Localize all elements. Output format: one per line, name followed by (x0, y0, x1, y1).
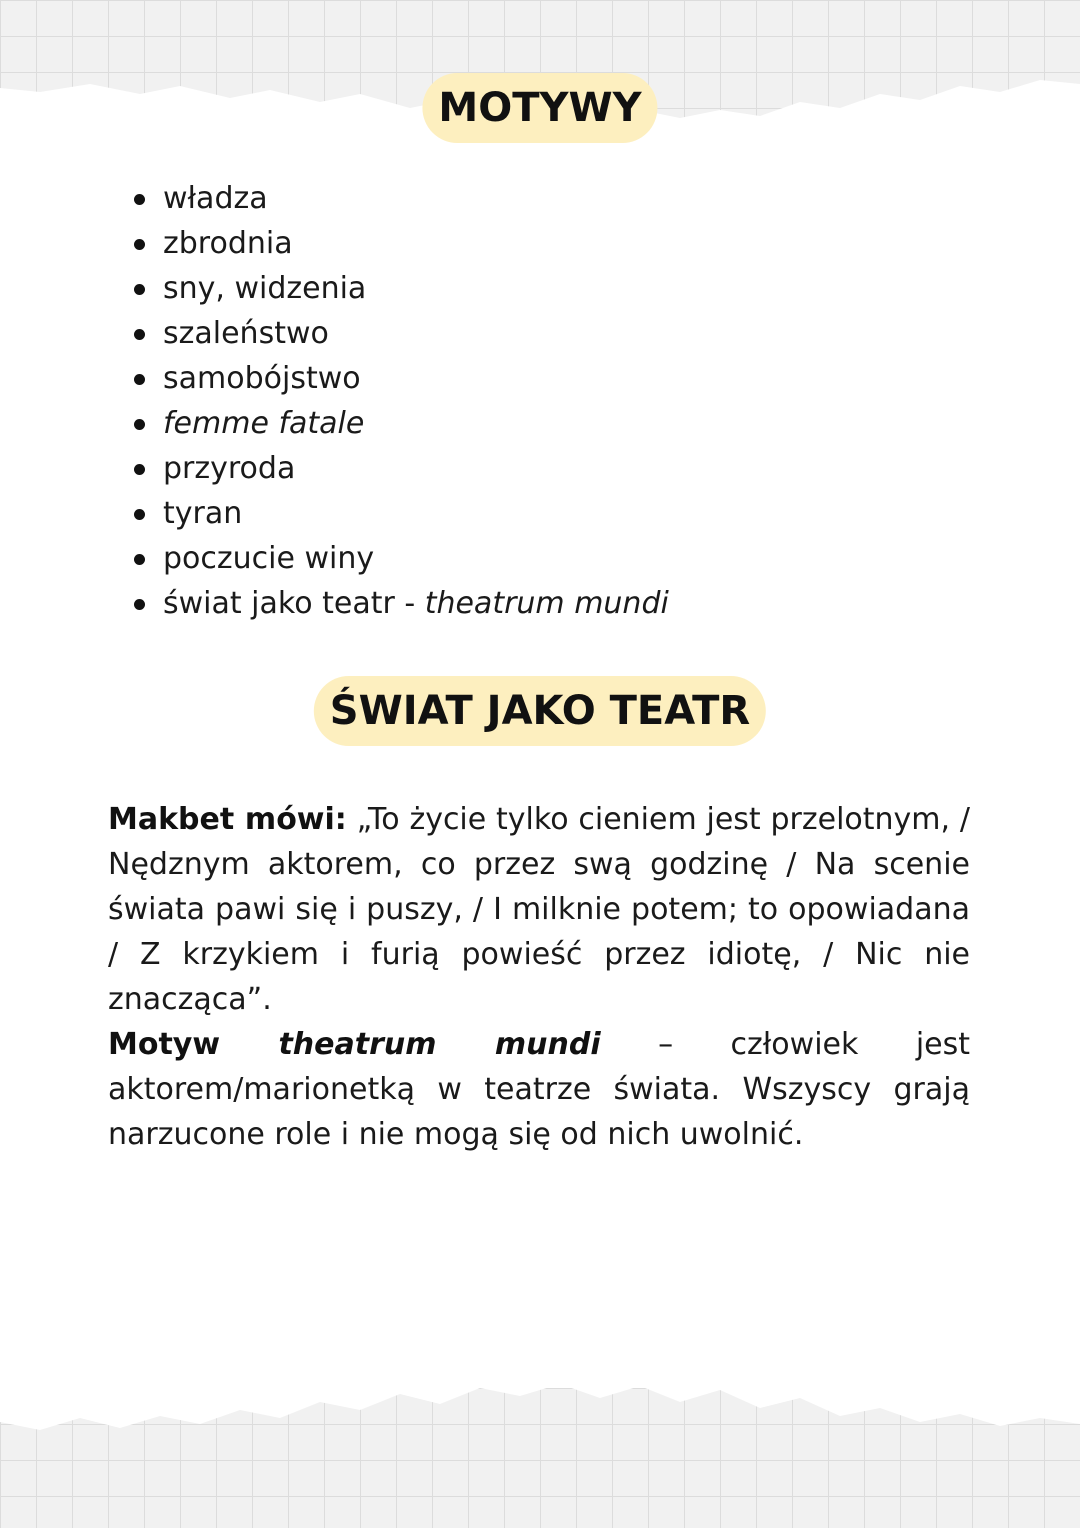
torn-edge-bottom (0, 1368, 1080, 1468)
theatrum-mundi-definition (108, 1022, 970, 1157)
macbeth-quote (108, 797, 970, 1022)
list-item: poczucie winy (132, 536, 669, 581)
list-item: świat jako teatr - theatrum mundi (132, 581, 669, 626)
motifs-list (132, 176, 669, 626)
definition-label: Motyw (108, 1027, 279, 1062)
list-item: femme fatale (132, 401, 669, 446)
list-item: samobójstwo (132, 356, 669, 401)
definition-text: – człowiek jest aktorem/marionetką w teatrze świata. Wszyscy grają narzucone role i nie mogą się od nich uwolnić. (108, 1027, 970, 1152)
list-item: sny, widzenia (132, 266, 669, 311)
definition-term: theatrum mundi (278, 1027, 601, 1062)
theatre-heading: ŚWIAT JAKO TEATR (314, 676, 766, 746)
list-item: tyran (132, 491, 669, 536)
motifs-heading: MOTYWY (422, 73, 657, 143)
list-item: władza (132, 176, 669, 221)
quote-label: Makbet mówi: (108, 802, 347, 837)
list-item: zbrodnia (132, 221, 669, 266)
list-item: przyroda (132, 446, 669, 491)
list-item: szaleństwo (132, 311, 669, 356)
quote-text: „To życie tylko cieniem jest przelotnym, / Nędznym aktorem, co przez swą godzinę / Na scenie świata pawi się i puszy, / I milknie potem; to opowiadana / Z krzykiem i furią powieść przez idiotę, / Nic nie znacząca”. (108, 802, 970, 1017)
